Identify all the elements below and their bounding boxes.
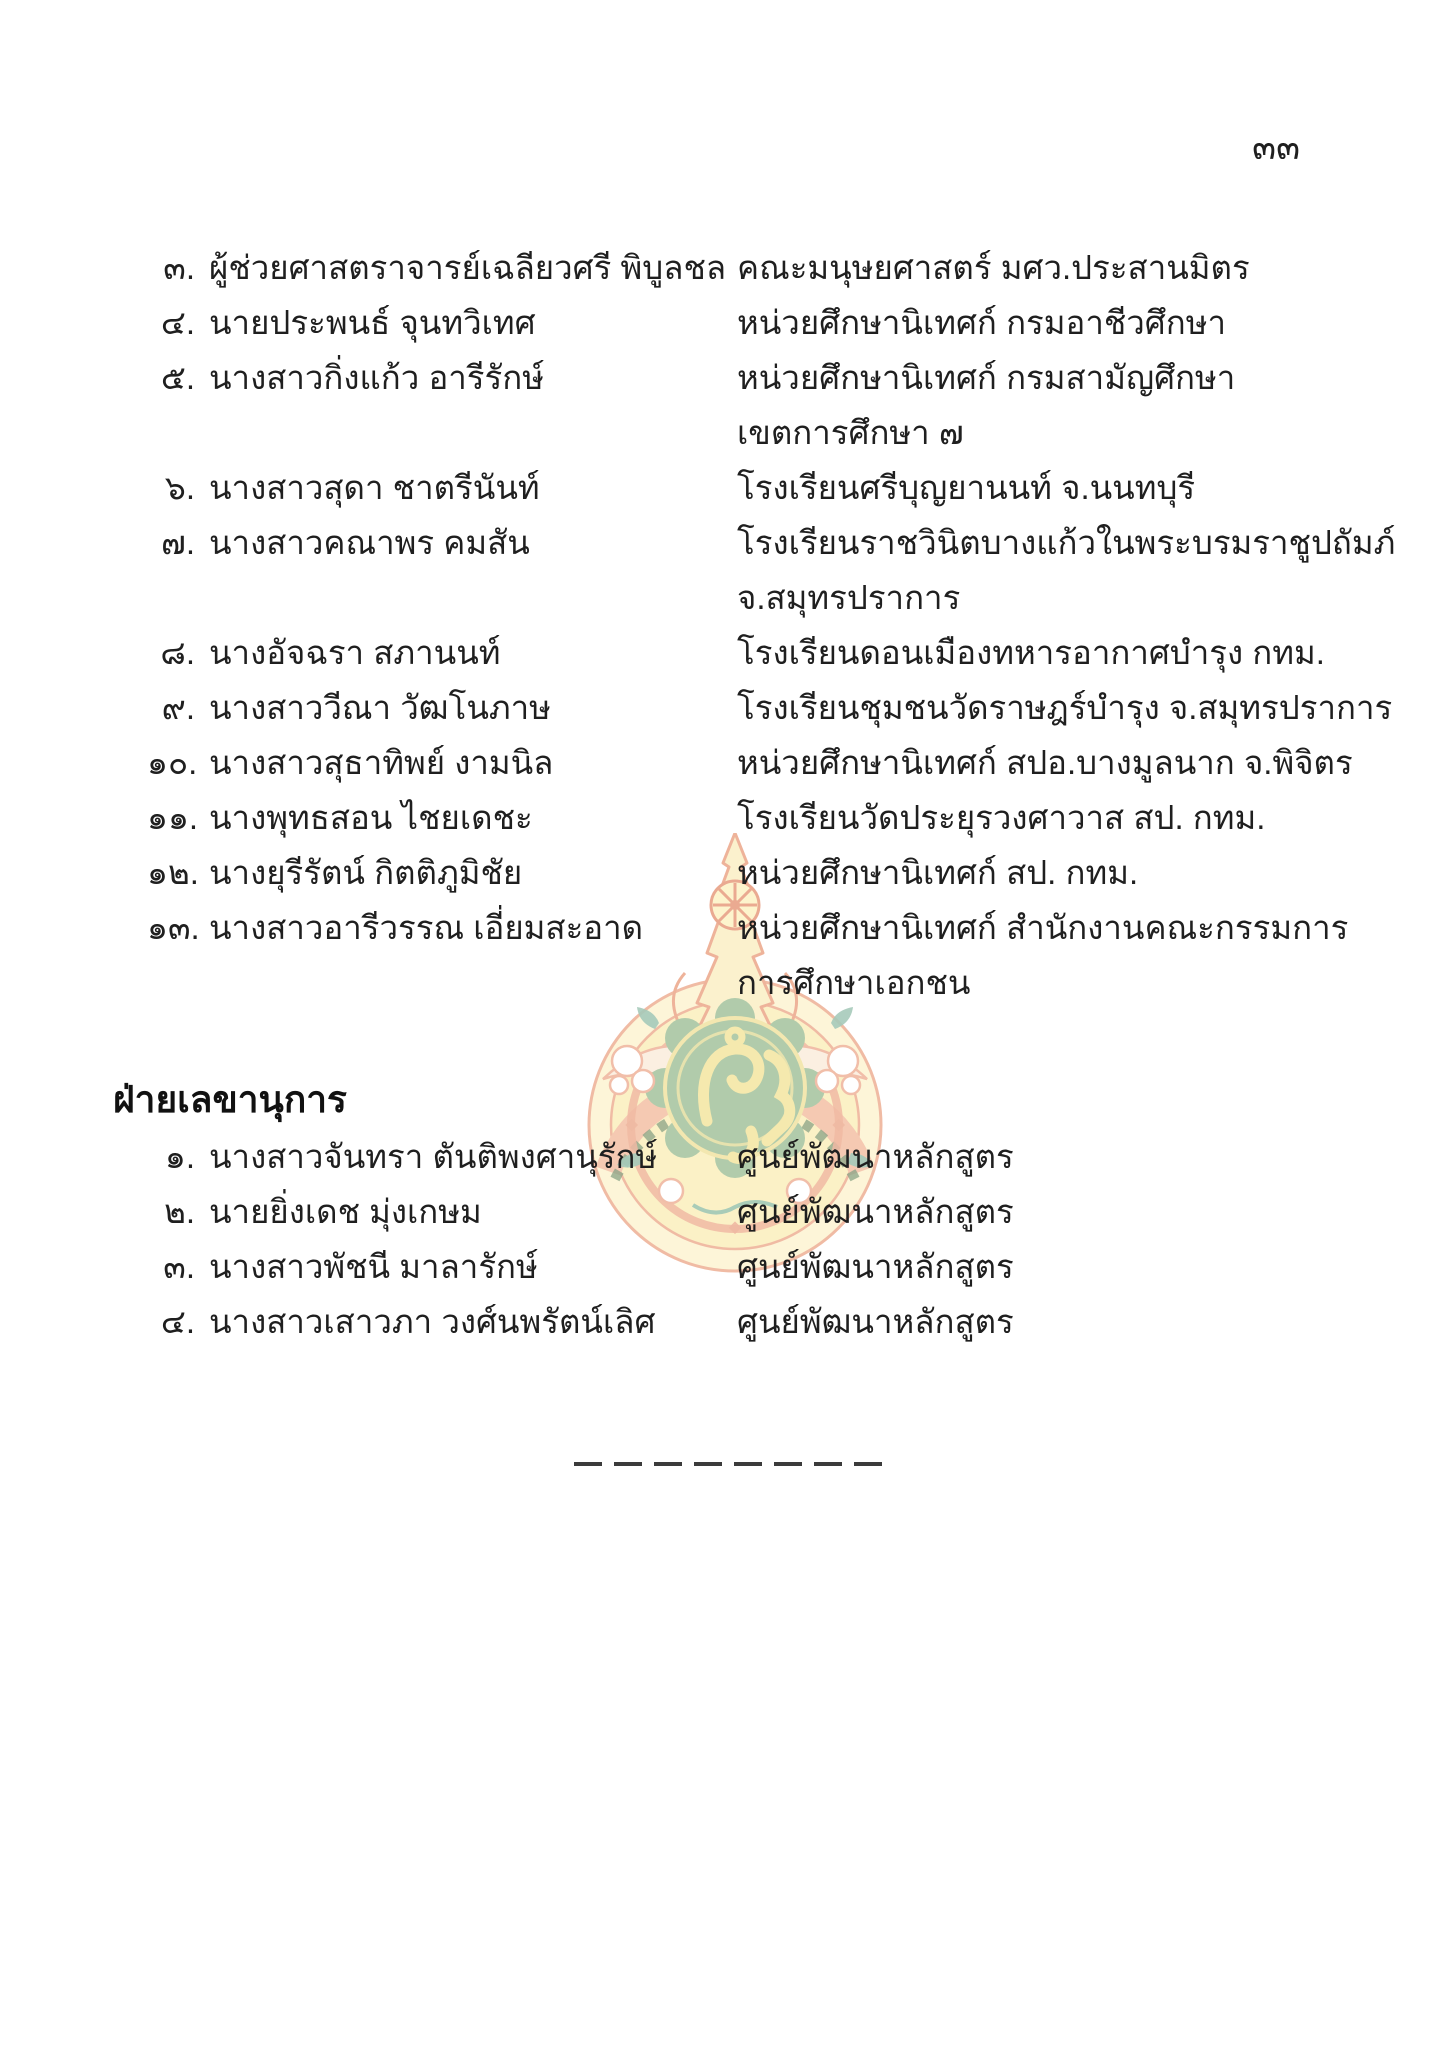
item-number: ๔. xyxy=(160,304,195,341)
item-number: ๘. xyxy=(160,634,195,671)
committee-member-list xyxy=(147,240,1456,1010)
item-organization: โรงเรียนดอนเมืองทหารอากาศบำรุง กทม. xyxy=(737,634,1325,671)
item-organization: โรงเรียนศรีบุญยานนท์ จ.นนทบุรี xyxy=(737,469,1196,506)
item-name: นางสาวกิ่งแก้ว อารีรักษ์ xyxy=(209,359,544,396)
list-item xyxy=(147,1294,1456,1349)
item-organization: หน่วยศึกษานิเทศก์ กรมสามัญศึกษา xyxy=(737,359,1236,396)
list-item xyxy=(147,1129,1456,1184)
list-item xyxy=(147,1239,1456,1294)
item-number: ๖. xyxy=(164,469,195,506)
item-name: นางสาวอารีวรรณ เอี่ยมสะอาด xyxy=(209,909,644,946)
item-name: นายประพนธ์ จุนทวิเทศ xyxy=(209,304,536,341)
list-item xyxy=(147,625,1456,680)
divider-dash xyxy=(654,1462,682,1466)
list-item xyxy=(147,900,1456,955)
item-name: นายยิ่งเดช มุ่งเกษม xyxy=(209,1193,482,1230)
item-organization: ศูนย์พัฒนาหลักสูตร xyxy=(737,1303,1014,1340)
item-organization: คณะมนุษยศาสตร์ มศว.ประสานมิตร xyxy=(737,249,1250,286)
list-item xyxy=(147,240,1456,295)
item-number: ๑๓. xyxy=(147,909,200,946)
item-organization: ศูนย์พัฒนาหลักสูตร xyxy=(737,1193,1014,1230)
item-organization: โรงเรียนชุมชนวัดราษฎร์บำรุง จ.สมุทรปราการ xyxy=(737,689,1393,726)
divider-dash xyxy=(774,1462,802,1466)
item-name: นางสาวคณาพร คมสัน xyxy=(209,524,530,561)
item-name: นางสาวสุธาทิพย์ งามนิล xyxy=(209,744,554,781)
end-divider-dashed-line xyxy=(574,1449,882,1479)
list-item xyxy=(147,515,1456,570)
item-number: ๑. xyxy=(164,1138,195,1175)
list-item xyxy=(147,1184,1456,1239)
divider-dash xyxy=(614,1462,642,1466)
item-organization: โรงเรียนราชวินิตบางแก้วในพระบรมราชูปถัมภ์ xyxy=(737,524,1396,561)
list-item xyxy=(147,790,1456,845)
list-item xyxy=(147,735,1456,790)
item-name: นางสาวจันทรา ตันติพงศานุรักษ์ xyxy=(209,1138,658,1175)
item-organization: โรงเรียนวัดประยุรวงศาวาส สป. กทม. xyxy=(737,799,1266,836)
item-number: ๑๑. xyxy=(147,799,199,836)
item-name: นางสาวพัชนี มาลารักษ์ xyxy=(209,1248,538,1285)
item-organization: หน่วยศึกษานิเทศก์ สปอ.บางมูลนาก จ.พิจิตร xyxy=(737,744,1353,781)
list-item xyxy=(147,570,1456,625)
item-number: ๑๒. xyxy=(147,854,199,891)
item-number: ๓. xyxy=(163,1248,195,1285)
item-name: นางสาวสุดา ชาตรีนันท์ xyxy=(209,469,540,506)
divider-dash xyxy=(694,1462,722,1466)
divider-dash xyxy=(814,1462,842,1466)
item-organization: เขตการศึกษา ๗ xyxy=(737,414,964,451)
list-item xyxy=(147,350,1456,405)
item-organization: หน่วยศึกษานิเทศก์ กรมอาชีวศึกษา xyxy=(737,304,1227,341)
item-number: ๓. xyxy=(163,249,195,286)
item-number: ๕. xyxy=(160,359,195,396)
item-name: ผู้ช่วยศาสตราจารย์เฉลียวศรี พิบูลชล xyxy=(209,249,727,286)
item-organization: หน่วยศึกษานิเทศก์ สป. กทม. xyxy=(737,854,1139,891)
item-number: ๙. xyxy=(161,689,195,726)
list-item xyxy=(147,955,1456,1010)
list-item xyxy=(147,845,1456,900)
divider-dash xyxy=(734,1462,762,1466)
secretariat-section-title: ฝ่ายเลขานุการ xyxy=(113,1079,347,1120)
item-name: นางยุรีรัตน์ กิตติภูมิชัย xyxy=(209,854,523,891)
list-item xyxy=(147,460,1456,515)
item-organization: ศูนย์พัฒนาหลักสูตร xyxy=(737,1248,1014,1285)
list-item xyxy=(147,680,1456,735)
item-name: นางสาววีณา วัฒโนภาษ xyxy=(209,689,551,726)
secretariat-member-list xyxy=(147,1129,1456,1349)
item-name: นางอัจฉรา สภานนท์ xyxy=(209,634,501,671)
item-number: ๑๐. xyxy=(147,744,198,781)
item-organization: หน่วยศึกษานิเทศก์ สำนักงานคณะกรรมการ xyxy=(737,909,1349,946)
item-name: นางพุทธสอน ไชยเดชะ xyxy=(209,799,533,836)
item-organization: การศึกษาเอกชน xyxy=(737,964,971,1001)
list-item xyxy=(147,295,1456,350)
item-number: ๔. xyxy=(160,1303,195,1340)
divider-dash xyxy=(854,1462,882,1466)
list-item xyxy=(147,405,1456,460)
divider-dash xyxy=(574,1462,602,1466)
item-number: ๒. xyxy=(164,1193,195,1230)
item-organization: ศูนย์พัฒนาหลักสูตร xyxy=(737,1138,1014,1175)
item-name: นางสาวเสาวภา วงศ์นพรัตน์เลิศ xyxy=(209,1303,656,1340)
item-organization: จ.สมุทรปราการ xyxy=(737,579,961,616)
page-number: ๓๓ xyxy=(1252,128,1300,167)
item-number: ๗. xyxy=(161,524,195,561)
